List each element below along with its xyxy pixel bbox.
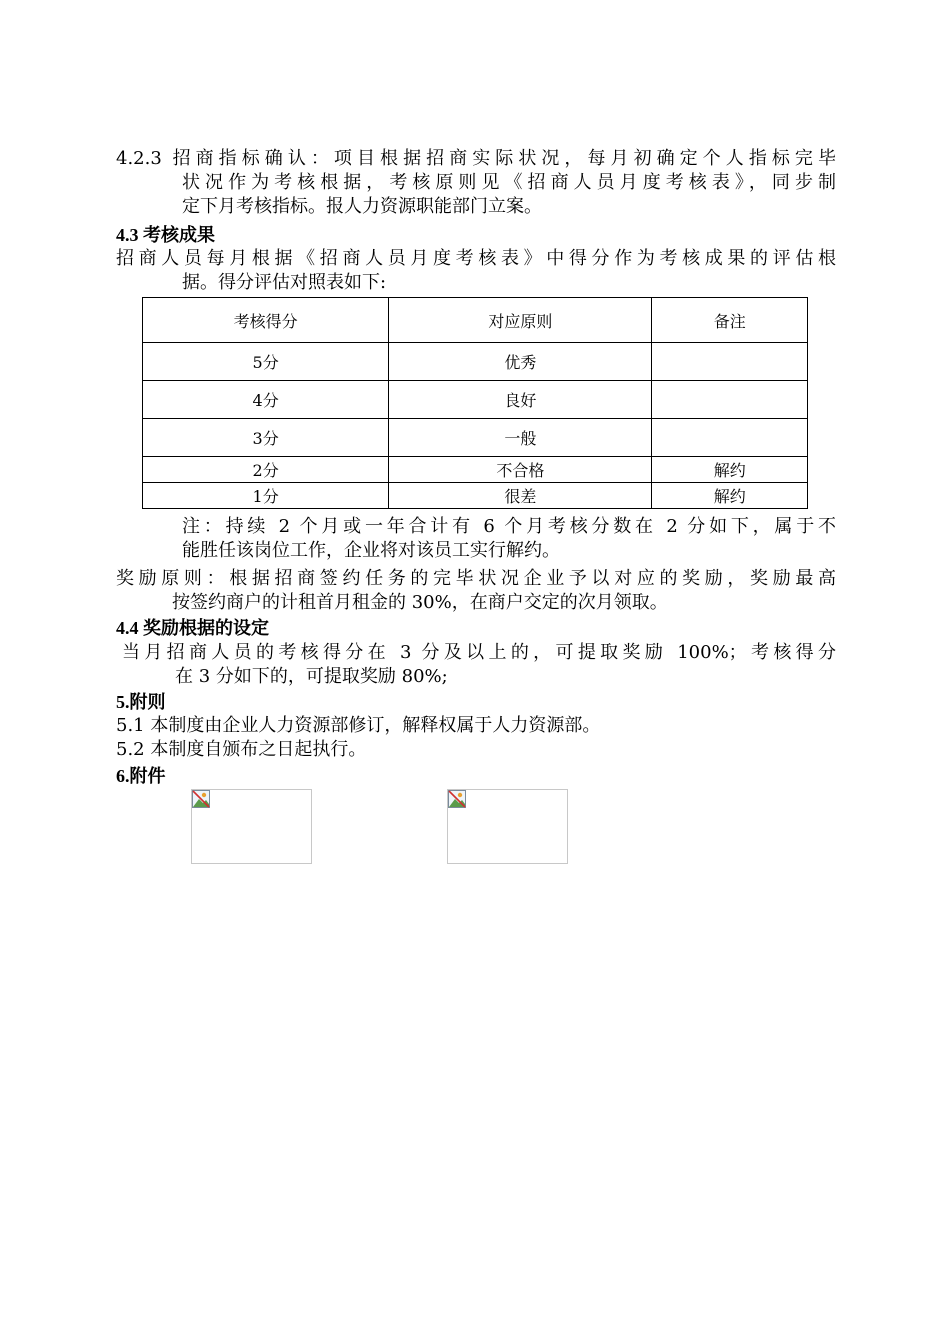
table-cell: 解约 <box>652 483 808 509</box>
section-4-3-line-2: 据。得分评估对照表如下: <box>182 272 387 293</box>
table-cell: 很差 <box>389 483 652 509</box>
reward-line-2: 按签约商户的计租首月租金的 30%，在商户交定的次月领取。 <box>172 592 668 613</box>
broken-image-icon <box>192 790 210 808</box>
table-header-cell: 对应原则 <box>389 298 652 343</box>
section-4-2-3-line-2: 状况作为考核根据，考核原则见《招商人员月度考核表》，同步制 <box>182 172 836 193</box>
table-cell: 2分 <box>143 457 389 483</box>
table-cell: 一般 <box>389 419 652 457</box>
section-5-heading: 5.附则 <box>116 692 166 712</box>
section-4-4-heading: 4.4 奖励根据的设定 <box>116 618 269 638</box>
note-line-2: 能胜任该岗位工作，企业将对该员工实行解约。 <box>182 540 560 561</box>
table-row <box>143 381 808 419</box>
table-cell <box>652 419 808 457</box>
section-4-4-line-1: 当月招商人员的考核得分在 3 分及以上的，可提取奖励 100%；考核得分 <box>122 642 836 663</box>
section-5-body <box>116 714 836 762</box>
table-cell <box>652 381 808 419</box>
section-4-3-line-1: 招商人员每月根据《招商人员月度考核表》中得分作为考核成果的评估根 <box>116 248 836 269</box>
table-cell: 优秀 <box>389 343 652 381</box>
table-cell: 1分 <box>143 483 389 509</box>
table-header-row <box>143 298 808 343</box>
section-6-heading: 6.附件 <box>116 766 166 786</box>
note-paragraph <box>182 515 836 563</box>
section-4-2-3 <box>116 147 836 219</box>
reward-principle <box>116 567 836 615</box>
section-4-3-heading: 4.3 考核成果 <box>116 225 215 245</box>
attachment-image-1[interactable] <box>191 789 312 864</box>
table-cell <box>652 343 808 381</box>
table-cell: 3分 <box>143 419 389 457</box>
table-cell: 4分 <box>143 381 389 419</box>
table-header-cell: 考核得分 <box>143 298 389 343</box>
table-row <box>143 419 808 457</box>
table-row <box>143 343 808 381</box>
attachment-image-2[interactable] <box>447 789 568 864</box>
section-4-3-body <box>116 247 836 295</box>
table-cell: 良好 <box>389 381 652 419</box>
table-cell: 解约 <box>652 457 808 483</box>
section-5-2-line: 5.2 本制度自颁布之日起执行。 <box>116 739 367 760</box>
table-header-cell: 备注 <box>652 298 808 343</box>
table-cell: 不合格 <box>389 457 652 483</box>
table-cell: 5分 <box>143 343 389 381</box>
section-5-1-line: 5.1 本制度由企业人力资源部修订，解释权属于人力资源部。 <box>116 715 601 736</box>
section-4-2-3-line-3: 定下月考核指标。报人力资源职能部门立案。 <box>182 196 542 217</box>
section-4-4-line-2: 在 3 分如下的，可提取奖励 80%; <box>175 666 448 687</box>
table-row <box>143 483 808 509</box>
score-evaluation-table <box>142 297 808 509</box>
broken-image-icon <box>448 790 466 808</box>
reward-line-1: 奖励原则：根据招商签约任务的完毕状况企业予以对应的奖励，奖励最高 <box>116 568 836 589</box>
note-line-1: 注：持续 2 个月或一年合计有 6 个月考核分数在 2 分如下，属于不 <box>182 516 836 537</box>
table-row <box>143 457 808 483</box>
section-4-2-3-line-1: 4.2.3 招商指标确认：项目根据招商实际状况，每月初确定个人指标完毕 <box>116 148 836 169</box>
section-4-4-body <box>122 641 836 689</box>
